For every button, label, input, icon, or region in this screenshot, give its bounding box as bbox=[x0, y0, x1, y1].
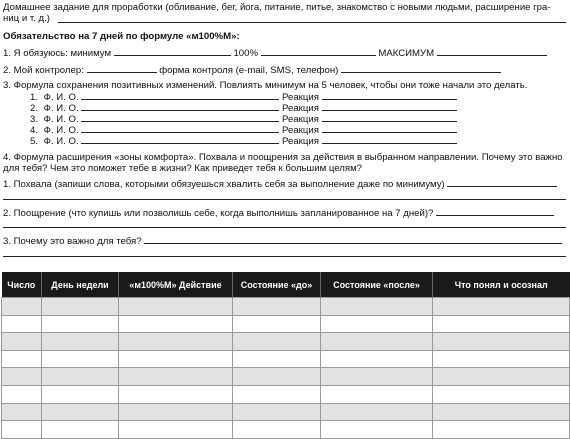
why-field[interactable] bbox=[144, 235, 562, 244]
reaction-label: Реакция bbox=[282, 125, 319, 136]
preserve-text: 3. Формула сохранения позитивных изменений. Повлиять минимум на 5 человек, чтобы они тоже начали это делать. bbox=[3, 80, 528, 91]
table-cell[interactable] bbox=[119, 315, 233, 333]
col-header-action: «м100%М» Действие bbox=[119, 272, 233, 298]
commit-pct-label: 100% bbox=[233, 48, 258, 59]
table-cell[interactable] bbox=[42, 403, 119, 421]
why-extra-line[interactable] bbox=[3, 256, 566, 257]
table-cell[interactable] bbox=[119, 385, 233, 403]
table-cell[interactable] bbox=[321, 403, 433, 421]
table-cell[interactable] bbox=[119, 421, 233, 439]
fio-label: Ф. И. О. bbox=[43, 92, 79, 103]
commit-max-label: МАКСИМУМ bbox=[378, 48, 435, 59]
table-cell[interactable] bbox=[233, 333, 321, 351]
table-cell[interactable] bbox=[119, 350, 233, 368]
table-cell[interactable] bbox=[233, 421, 321, 439]
fio-label: Ф. И. О. bbox=[43, 103, 79, 114]
tracking-table bbox=[1, 272, 570, 439]
reaction-field[interactable] bbox=[322, 124, 457, 133]
why-label: 3. Почему это важно для тебя? bbox=[3, 236, 142, 247]
person-row: 2. Ф. И. О. Реакция bbox=[30, 102, 457, 114]
table-cell[interactable] bbox=[433, 298, 570, 316]
fio-label: Ф. И. О. bbox=[43, 114, 79, 125]
comfort-line-2: для тебя? Чем это поможет тебе в жизни? Как приведет тебя к большим целям? bbox=[3, 163, 363, 174]
col-header-date: Число bbox=[2, 272, 42, 298]
table-cell[interactable] bbox=[42, 368, 119, 386]
table-cell[interactable] bbox=[433, 350, 570, 368]
person-row: 1. Ф. И. О. Реакция bbox=[30, 91, 457, 103]
table-cell[interactable] bbox=[433, 333, 570, 351]
reward-label: 2. Поощрение (что купишь или позволишь себе, когда выполнишь запланированное на 7 дней)? bbox=[3, 208, 434, 219]
reaction-field[interactable] bbox=[322, 113, 457, 122]
reaction-label: Реакция bbox=[282, 114, 319, 125]
table-cell[interactable] bbox=[2, 385, 42, 403]
table-cell[interactable] bbox=[2, 403, 42, 421]
table-row bbox=[2, 403, 570, 421]
fio-field[interactable] bbox=[81, 135, 279, 144]
table-row bbox=[2, 368, 570, 386]
table-cell[interactable] bbox=[2, 368, 42, 386]
fio-field[interactable] bbox=[81, 124, 279, 133]
why-line bbox=[3, 235, 562, 247]
table-cell[interactable] bbox=[233, 403, 321, 421]
table-cell[interactable] bbox=[321, 298, 433, 316]
table-cell[interactable] bbox=[321, 315, 433, 333]
table-cell[interactable] bbox=[119, 403, 233, 421]
col-header-before: Состояние «до» bbox=[233, 272, 321, 298]
reaction-label: Реакция bbox=[282, 136, 319, 147]
control-form-field[interactable] bbox=[341, 64, 501, 73]
table-cell[interactable] bbox=[233, 350, 321, 368]
fio-field[interactable] bbox=[81, 91, 279, 100]
table-cell[interactable] bbox=[2, 421, 42, 439]
person-row: 5. Ф. И. О. Реакция bbox=[30, 135, 457, 147]
commit-label: 1. Я обязуюсь: минимум bbox=[3, 48, 112, 59]
tracking-table-wrap bbox=[1, 272, 569, 439]
reaction-field[interactable] bbox=[322, 135, 457, 144]
reaction-field[interactable] bbox=[322, 102, 457, 111]
comfort-line-1: 4. Формула расширения «зоны комфорта». Похвала и поощрения за действия в выбранном направлении. Почему это важно bbox=[3, 152, 563, 163]
reaction-label: Реакция bbox=[282, 92, 319, 103]
table-cell[interactable] bbox=[321, 350, 433, 368]
table-row bbox=[2, 350, 570, 368]
table-row bbox=[2, 333, 570, 351]
table-cell[interactable] bbox=[321, 368, 433, 386]
praise-label: 1. Похвала (запиши слова, которыми обязуешься хвалить себя за выполнение даже по минимуму) bbox=[3, 179, 445, 190]
person-row: 4. Ф. И. О. Реакция bbox=[30, 124, 457, 136]
col-header-weekday: День недели bbox=[42, 272, 119, 298]
fio-field[interactable] bbox=[81, 113, 279, 122]
table-header-row bbox=[2, 272, 570, 298]
table-cell[interactable] bbox=[2, 350, 42, 368]
table-cell[interactable] bbox=[321, 385, 433, 403]
praise-extra-line[interactable] bbox=[3, 199, 566, 200]
table-cell[interactable] bbox=[119, 368, 233, 386]
table-cell[interactable] bbox=[433, 385, 570, 403]
praise-field[interactable] bbox=[447, 178, 557, 187]
table-cell[interactable] bbox=[2, 333, 42, 351]
fio-label: Ф. И. О. bbox=[43, 125, 79, 136]
reaction-field[interactable] bbox=[322, 91, 457, 100]
table-cell[interactable] bbox=[433, 368, 570, 386]
control-form-label: форма контроля (e-mail, SMS, телефон) bbox=[159, 65, 339, 76]
reward-extra-line[interactable] bbox=[3, 227, 566, 228]
table-cell[interactable] bbox=[233, 368, 321, 386]
fio-field[interactable] bbox=[81, 102, 279, 111]
table-cell[interactable] bbox=[42, 298, 119, 316]
table-cell[interactable] bbox=[433, 315, 570, 333]
table-cell[interactable] bbox=[233, 298, 321, 316]
table-cell[interactable] bbox=[119, 333, 233, 351]
intro-line-2 bbox=[3, 13, 50, 24]
table-row bbox=[2, 298, 570, 316]
controller-label: 2. Мой контролер: bbox=[3, 65, 84, 76]
commit-min-field[interactable] bbox=[114, 47, 231, 56]
reaction-label: Реакция bbox=[282, 103, 319, 114]
table-cell[interactable] bbox=[433, 403, 570, 421]
table-cell[interactable] bbox=[42, 350, 119, 368]
table-cell[interactable] bbox=[2, 298, 42, 316]
intro-text-1: Домашнее задание для проработки (обливание, бег, йога, питание, питье, знакомство с новыми людьми, расширение гра- bbox=[3, 2, 551, 13]
intro-text-2: ниц и т. д.) bbox=[3, 13, 50, 24]
commit-100-field[interactable] bbox=[261, 47, 376, 56]
table-row bbox=[2, 315, 570, 333]
table-cell[interactable] bbox=[42, 333, 119, 351]
table-row bbox=[2, 385, 570, 403]
intro-blank-line[interactable] bbox=[58, 22, 566, 23]
table-cell[interactable] bbox=[233, 315, 321, 333]
col-header-insight: Что понял и осознал bbox=[433, 272, 570, 298]
table-row bbox=[2, 421, 570, 439]
commit-max-field[interactable] bbox=[437, 47, 547, 56]
table-cell[interactable] bbox=[119, 298, 233, 316]
praise-line bbox=[3, 178, 557, 190]
table-cell[interactable] bbox=[321, 333, 433, 351]
reward-line bbox=[3, 207, 554, 219]
formula-title: Обязательство на 7 дней по формуле «м100%М»: bbox=[3, 31, 240, 42]
table-cell[interactable] bbox=[321, 421, 433, 439]
intro-line-1 bbox=[3, 2, 551, 13]
table-cell[interactable] bbox=[42, 421, 119, 439]
col-header-after: Состояние «после» bbox=[321, 272, 433, 298]
table-cell[interactable] bbox=[233, 385, 321, 403]
commit-line bbox=[3, 47, 547, 59]
table-cell[interactable] bbox=[42, 315, 119, 333]
reward-field[interactable] bbox=[436, 207, 554, 216]
controller-field[interactable] bbox=[87, 64, 157, 73]
person-row: 3. Ф. И. О. Реакция bbox=[30, 113, 457, 125]
table-cell[interactable] bbox=[433, 421, 570, 439]
table-cell[interactable] bbox=[2, 315, 42, 333]
fio-label: Ф. И. О. bbox=[43, 136, 79, 147]
controller-line bbox=[3, 64, 501, 76]
table-cell[interactable] bbox=[42, 385, 119, 403]
